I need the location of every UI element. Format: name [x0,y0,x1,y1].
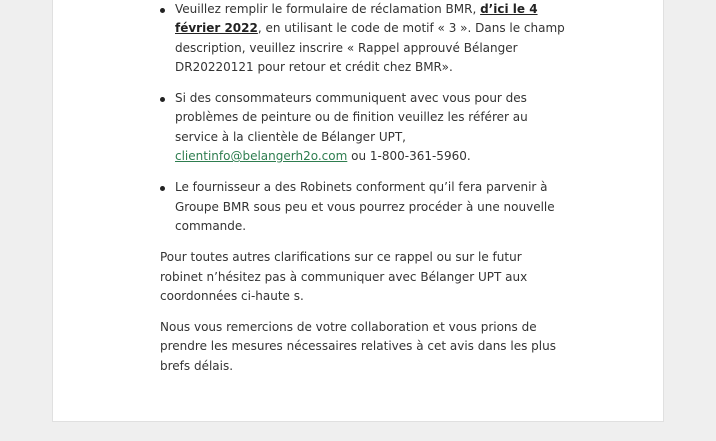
message-body [160,0,565,388]
item-text: Le fournisseur a des Robinets conforment qu’il fera parvenir à Groupe BMR sous peu et vous pourrez procéder à une nouvelle commande. [175,180,555,233]
bullet-icon [160,97,165,102]
message-page [52,0,664,422]
deadline-text: d’ici le 4 février 2022 [175,2,538,36]
bullet-icon [160,8,165,13]
instructions-list [160,0,565,236]
item-text: , en utilisant le code de motif « 3 ». Dans le champ description, veuillez inscrire « Rappel approuvé Bélanger DR20220121 pour retour et crédit chez BMR». [175,21,565,74]
item-text: Si des consommateurs communiquent avec vous pour des problèmes de peinture ou de finition veuillez les référer au service à la clientèle de Bélanger UPT, [175,91,528,144]
item-text: Veuillez remplir le formulaire de réclamation BMR, [175,2,481,16]
clarification-paragraph: Pour toutes autres clarifications sur ce rappel ou sur le futur robinet n’hésitez pas à communiquer avec Bélanger UPT aux coordonnées ci-haute s. [160,250,528,303]
list-item [160,89,565,166]
email-link[interactable]: clientinfo@belangerh2o.com [175,149,348,164]
bullet-icon [160,186,165,191]
item-text: ou 1-800-361-5960. [347,149,471,164]
list-item [160,0,565,77]
closing-paragraph: Nous vous remercions de votre collaboration et vous prions de prendre les mesures nécessaires relatives à cet avis dans les plus brefs délais. [160,320,556,373]
list-item [160,178,565,236]
